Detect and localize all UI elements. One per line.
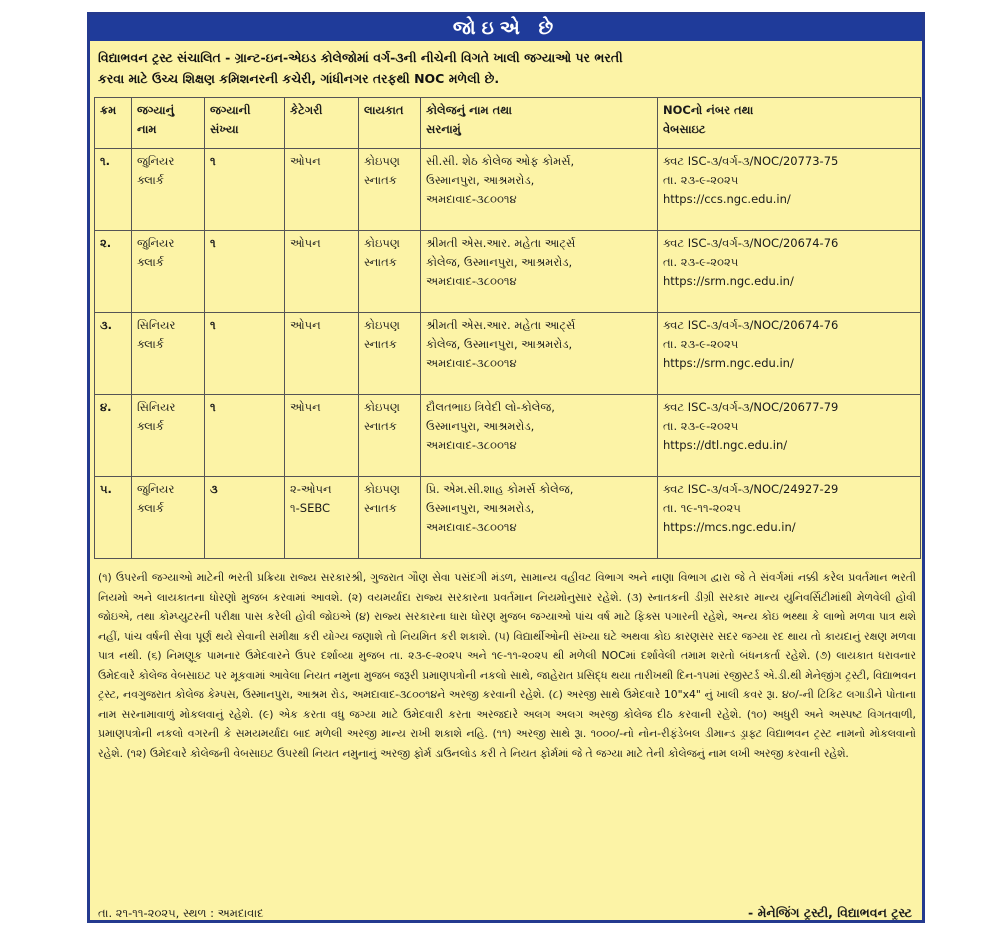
header-qualification: લાયકાત — [359, 98, 421, 149]
website-url: https://srm.ngc.edu.in/ — [663, 356, 794, 370]
cell-noc: ક્વટ ISC-૩/વર્ગ-૩/NOC/20677-79 તા. ૨૩-૯-૨૦૨૫ https://dtl.ngc.edu.in/ — [658, 395, 921, 477]
date-place: તા. ૨૧-૧૧-૨૦૨૫, સ્થળ : અમદાવાદ — [98, 906, 264, 920]
header-post-name: જગ્યાનું નામ — [132, 98, 205, 149]
cell-college: સી.સી. શેઠ કોલેજ ઓફ કોમર્સ, ઉસ્માનપુરા, આશ્રમરોડ, અમદાવાદ-૩૮૦૦૧૪ — [421, 149, 658, 231]
cell-post-name: સિનિયર ક્લાર્ક — [132, 395, 205, 477]
signatory: - મેનેજિંગ ટ્રસ્ટી, વિદ્યાભવન ટ્રસ્ટ — [748, 905, 912, 920]
table-row — [95, 313, 921, 395]
cell-post-name: જુનિયર ક્લાર્ક — [132, 231, 205, 313]
header-college: કોલેજનું નામ તથા સરનામું — [421, 98, 658, 149]
intro-line-1: વિદ્યાભવન ટ્રસ્ટ સંચાલિત - ગ્રાન્ટ-ઇન-એઇડ કોલેજોમાં વર્ગ-૩ની નીચેની વિગતે ખાલી જગ્યાઓ પર ભરતી — [98, 50, 623, 65]
table-row — [95, 149, 921, 231]
website-url: https://ccs.ngc.edu.in/ — [663, 192, 791, 206]
cell-qualification: કોઇપણ સ્નાતક — [359, 231, 421, 313]
cell-serial: ૧. — [95, 149, 132, 231]
ad-footer — [98, 904, 916, 922]
ad-banner: જોઇએ છે — [90, 15, 922, 41]
intro-line-2: કરવા માટે ઉચ્ચ શિક્ષણ કમિશનરની કચેરી, ગાંધીનગર તરફથી NOC મળેલી છે. — [98, 71, 500, 86]
cell-qualification: કોઇપણ સ્નાતક — [359, 477, 421, 559]
cell-post-count: ૧ — [205, 395, 285, 477]
cell-post-count: ૧ — [205, 231, 285, 313]
cell-post-count: ૩ — [205, 477, 285, 559]
cell-serial: ૫. — [95, 477, 132, 559]
header-noc: NOCનો નંબર તથા વેબસાઇટ — [658, 98, 921, 149]
terms-and-conditions: (૧) ઉપરની જગ્યાઓ માટેની ભરતી પ્રક્રિયા રાજ્ય સરકારશ્રી, ગુજરાત ગૌણ સેવા પસંદગી મંડળ, સામાન્ય વહીવટ વિભાગ અને નાણા વિભાગ દ્વારા જે તે સંવર્ગમાં નક્કી કરેલ પ્રવર્તમાન ભરતી નિયમો અને લાયકાતના ધોરણો મુજબ કરવામાં આવશે. (૨) વયમર્યાદા રાજ્ય સરકારના પ્રવર્તમાન નિયમોનુસાર રહેશે. (૩) સ્નાતકની ડીગ્રી સરકાર માન્ય યુનિવર્સિટીમાંથી મેળવેલી હોવી જોઇએ, તથા કોમ્પ્યુટરની પરીક્ષા પાસ કરેલી હોવી જોઇએ (૪) રાજ્ય સરકારના ધારા ધોરણ મુજબ જગ્યાઓ પાંચ વર્ષ માટે ફિક્સ પગારની રહેશે, અન્ય કોઇ ભથ્થા કે લાભો મળવા પાત્ર થશે નહીં, પાંચ વર્ષની સેવા પૂર્ણ થયે સેવાની સમીક્ષા કરી યોગ્ય જણાશે તો નિયમિત કરી શકાશે. (૫) વિદ્યાર્થીઓની સંખ્યા ઘટે અથવા કોઇ કારણસર સદર જગ્યા રદ થાય તો કાયદાનું રક્ષણ મળવા પાત્ર નથી. (૬) નિમણૂક પામનાર ઉમેદવારને ઉપર દર્શાવ્યા મુજબ તા. ૨૩-૯-૨૦૨૫ અને ૧૯-૧૧-૨૦૨૫ થી મળેલી NOCમાં દર્શાવેલી તમામ શરતો બંધનકર્તા રહેશે. (૭) લાયકાત ધરાવનાર ઉમેદવારે કોલેજ વેબસાઇટ પર મૂકવામાં આવેલા નિયત નમુના મુજબ જરૂરી પ્રમાણપત્રોની નકલો સાથે, જાહેરાત પ્રસિદ્ધ થયા તારીખથી દિન-૧૫માં રજીસ્ટર્ડ એ.ડી.થી મેનેજીંગ ટ્રસ્ટી, વિદ્યાભવન ટ્રસ્ટ, નવગુજરાત કોલેજ કેમ્પસ, ઉસ્માનપુરા, આશ્રમ રોડ, અમદાવાદ-૩૮૦૦૧૪ને અરજી કરવાની રહેશે. (૮) અરજી સાથે ઉમેદવારે 10"x4" નું ખાલી કવર રૂા. ૪૦/-ની ટિકિટ લગાડીને પોતાના નામ સરનામાવાળું મોકલવાનું રહેશે. (૯) એક કરતા વધુ જગ્યા માટે ઉમેદવારી કરતા અરજદારે અલગ અલગ અરજી કોલેજ દીઠ કરવાની રહેશે. (૧૦) અધુરી અને અસ્પષ્ટ વિગતવાળી, પ્રમાણપત્રોની નકલો વગરની કે સમયમર્યાદા બાદ મળેલી અરજી માન્ય રાખી શકાશે નહિ. (૧૧) અરજી સાથે રૂા. ૧૦૦૦/-નો નોન-રીફંડેબલ ડીમાન્ડ ડ્રાફ્ટ વિદ્યાભવન ટ્રસ્ટ નામનો મોકલવાનો રહેશે. (૧૨) ઉમેદવારે કોલેજની વેબસાઇટ ઉપરથી નિયત નમુનાનું અરજી ફોર્મ ડાઉનલોડ કરી તે નિયત ફોર્મમાં જે તે જગ્યા માટે તેની કોલેજનું નામ લખી અરજી કરવાની રહેશે. — [98, 571, 916, 760]
cell-serial: ૩. — [95, 313, 132, 395]
cell-college: શ્રીમતી એસ.આર. મહેતા આર્ટ્સ કોલેજ, ઉસ્માનપુરા, આશ્રમરોડ, અમદાવાદ-૩૮૦૦૧૪ — [421, 313, 658, 395]
header-serial: ક્રમ — [95, 98, 132, 149]
cell-post-count: ૧ — [205, 149, 285, 231]
website-url: https://mcs.ngc.edu.in/ — [663, 520, 796, 534]
cell-serial: ૪. — [95, 395, 132, 477]
cell-post-name: જુનિયર ક્લાર્ક — [132, 477, 205, 559]
cell-category: ઓપન — [285, 231, 359, 313]
cell-post-name: સિનિયર ક્લાર્ક — [132, 313, 205, 395]
table-row — [95, 231, 921, 313]
header-category: કેટેગરી — [285, 98, 359, 149]
cell-post-name: જુનિયર ક્લાર્ક — [132, 149, 205, 231]
cell-qualification: કોઇપણ સ્નાતક — [359, 149, 421, 231]
website-url: https://dtl.ngc.edu.in/ — [663, 438, 788, 452]
cell-serial: ૨. — [95, 231, 132, 313]
cell-qualification: કોઇપણ સ્નાતક — [359, 395, 421, 477]
table-row — [95, 395, 921, 477]
vacancy-table — [94, 97, 921, 559]
cell-qualification: કોઇપણ સ્નાતક — [359, 313, 421, 395]
website-url: https://srm.ngc.edu.in/ — [663, 274, 794, 288]
cell-noc: ક્વટ ISC-૩/વર્ગ-૩/NOC/24927-29 તા. ૧૯-૧૧-૨૦૨૫ https://mcs.ngc.edu.in/ — [658, 477, 921, 559]
cell-noc: ક્વટ ISC-૩/વર્ગ-૩/NOC/20773-75 તા. ૨૩-૯-૨૦૨૫ https://ccs.ngc.edu.in/ — [658, 149, 921, 231]
cell-category: ૨-ઓપન ૧-SEBC — [285, 477, 359, 559]
cell-post-count: ૧ — [205, 313, 285, 395]
job-advertisement — [87, 12, 925, 923]
cell-noc: ક્વટ ISC-૩/વર્ગ-૩/NOC/20674-76 તા. ૨૩-૯-૨૦૨૫ https://srm.ngc.edu.in/ — [658, 313, 921, 395]
header-post-count: જગ્યાની સંખ્યા — [205, 98, 285, 149]
intro-text — [98, 47, 914, 89]
cell-noc: ક્વટ ISC-૩/વર્ગ-૩/NOC/20674-76 તા. ૨૩-૯-૨૦૨૫ https://srm.ngc.edu.in/ — [658, 231, 921, 313]
cell-college: શ્રીમતી એસ.આર. મહેતા આર્ટ્સ કોલેજ, ઉસ્માનપુરા, આશ્રમરોડ, અમદાવાદ-૩૮૦૦૧૪ — [421, 231, 658, 313]
cell-category: ઓપન — [285, 149, 359, 231]
table-header-row — [95, 98, 921, 149]
cell-college: દૌલતભાઇ ત્રિવેદી લો-કોલેજ, ઉસ્માનપુરા, આશ્રમરોડ, અમદાવાદ-૩૮૦૦૧૪ — [421, 395, 658, 477]
cell-category: ઓપન — [285, 395, 359, 477]
cell-college: પ્રિ. એમ.સી.શાહ કોમર્સ કોલેજ, ઉસ્માનપુરા, આશ્રમરોડ, અમદાવાદ-૩૮૦૦૧૪ — [421, 477, 658, 559]
table-row — [95, 477, 921, 559]
cell-category: ઓપન — [285, 313, 359, 395]
